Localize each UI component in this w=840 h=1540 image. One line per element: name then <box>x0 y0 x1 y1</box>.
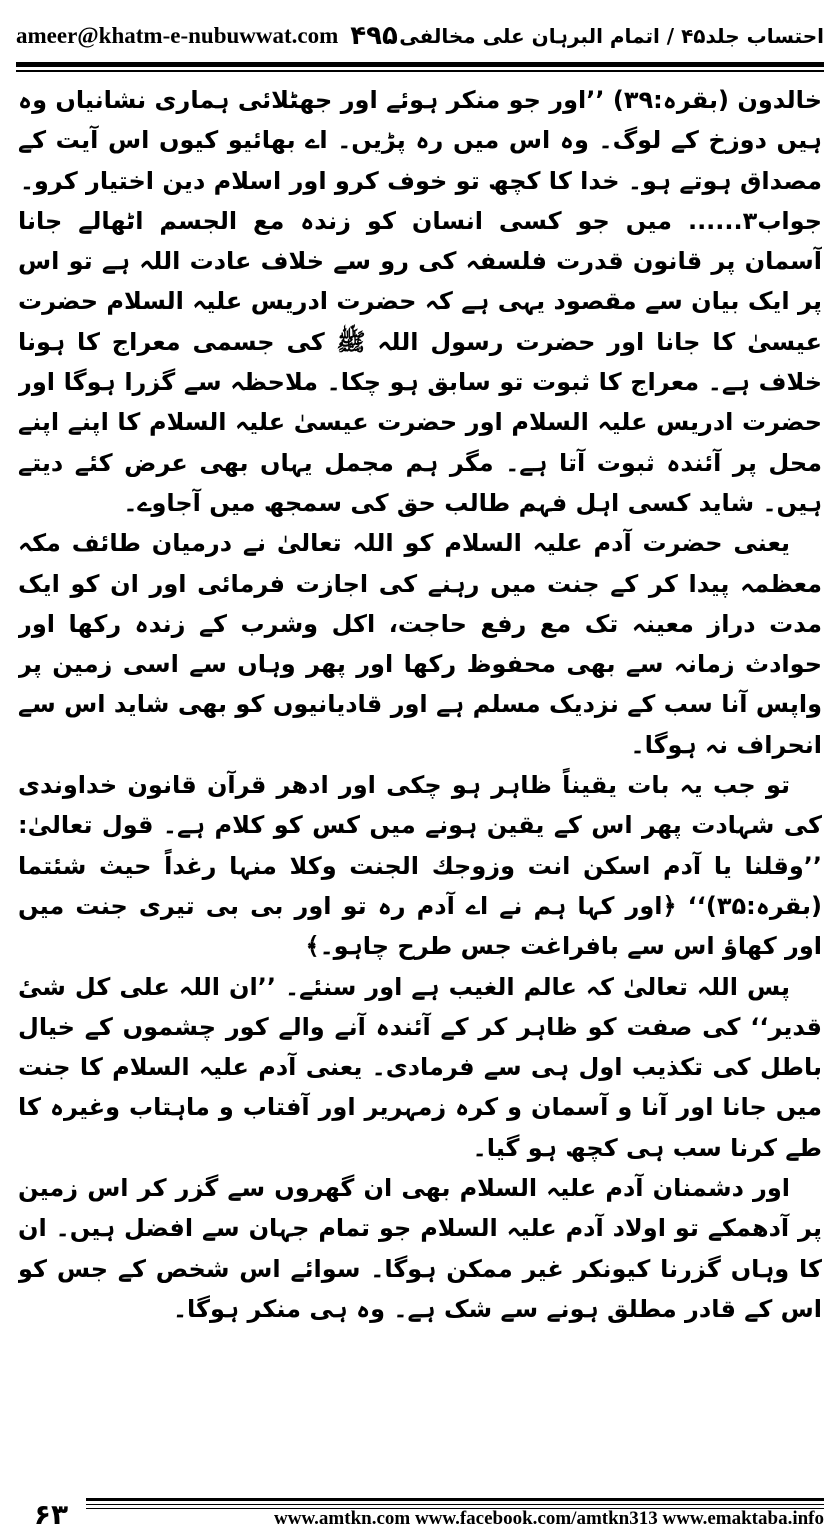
paragraph-3: یعنی حضرت آدم علیہ السلام کو اللہ تعالیٰ نے درمیان طائف مکہ معظمہ پیدا کر کے جنت میں رہنے کی اجازت فرمائی اور ان کو ایک مدت دراز معینہ تک مع رفع حاجت، اکل وشرب کے زندہ رکھا اور حوادث زمانہ سے بھی محفوظ رکھا اور پھر وہاں سے اسی زمین پر واپس آنا سب کے نزدیک مسلم ہے اور قادیانیوں کو بھی شاید اس سے انحراف نہ ہوگا۔ <box>18 529 822 759</box>
running-title: احتساب جلد۴۵ / اتمام البرہان علی مخالفی <box>399 24 824 48</box>
page-header <box>16 16 824 56</box>
footer-page-number: ۶۳ <box>33 1497 69 1531</box>
footer-website-links[interactable]: www.amtkn.com www.facebook.com/amtkn313 www.emaktaba.info <box>274 1508 824 1529</box>
paragraph-4: تو جب یہ بات یقیناً ظاہر ہو چکی اور ادھر قرآن قانون خداوندی کی شہادت پھر اس کے یقین ہونے میں کس کو کلام ہے۔ قول تعالیٰ: ’’وقلنا یا آدم اسکن انت وزوجك الجنت وکلا منہا رغداً حیث شئتما (بقرہ:۳۵)‘‘ ﴿اور کہا ہم نے اے آدم رہ تو اور بی بی تیری جنت میں اور کھاؤ اس سے بافراغت جس طرح چاہو۔﴾ <box>18 771 822 961</box>
header-email: ameer@khatm-e-nubuwwat.com <box>16 23 339 48</box>
header-left-group <box>16 21 398 51</box>
footer-rule-thick <box>86 1498 824 1501</box>
page-footer <box>16 1494 824 1534</box>
page-body <box>18 80 822 1490</box>
header-page-number: ۴۹۵ <box>350 21 398 51</box>
header-rule-thick <box>16 62 824 67</box>
footer-links-bar <box>86 1494 824 1534</box>
footer-rule-thin <box>86 1504 824 1505</box>
header-rule-thin <box>16 70 824 72</box>
paragraph-1: خالدون (بقرہ:۳۹) ’’اور جو منکر ہوئے اور جھٹلائی ہماری نشانیاں وہ ہیں دوزخ کے لوگ۔ وہ اس میں رہ پڑیں۔ اے بھائیو کیوں اس آیت کے مصداق ہوتے ہو۔ خدا کا کچھ تو خوف کرو اور اسلام دین اختیار کرو۔ <box>18 86 822 195</box>
paragraph-5: پس اللہ تعالیٰ کہ عالم الغیب ہے اور سنئے۔ ’’ان اللہ علی کل شیٔ قدیر‘‘ کی صفت کو ظاہر کر کے آئندہ آنے والے کور چشموں کے خیال باطل کی تکذیب اول ہی سے فرمادی۔ یعنی آدم علیہ السلام کا جنت میں جانا اور آنا و آسمان و کرہ زمہریر اور آفتاب و ماہتاب وغیرہ کا طے کرنا سب ہی کچھ ہو گیا۔ <box>18 972 822 1162</box>
paragraph-2: جواب۳...... میں جو کسی انسان کو زندہ مع الجسم اٹھالے جانا آسمان پر قانون قدرت فلسفہ کی رو سے خلاف عادت اللہ ہے تو اس پر ایک بیان سے مقصود یہی ہے کہ حضرت ادریس علیہ السلام حضرت عیسیٰ کا جانا اور حضرت رسول اللہ ﷺ کی جسمی معراج کا ہونا خلاف ہے۔ معراج کا ثبوت تو سابق ہو چکا۔ ملاحظہ سے گزرا ہوگا اور حضرت ادریس علیہ السلام اور حضرت عیسیٰ علیہ السلام کا اپنے اپنے محل پر آئندہ ثبوت آتا ہے۔ مگر ہم مجمل یہاں بھی عرض کئے دیتے ہیں۔ شاید کسی اہل فہم طالب حق کی سمجھ میں آجاوے۔ <box>18 206 822 517</box>
paragraph-6: اور دشمنان آدم علیہ السلام بھی ان گھروں سے گزر کر اس زمین پر آدھمکے تو اولاد آدم علیہ السلام جو تمام جہان سے افضل ہیں۔ ان کا وہاں گزرنا کیونکر غیر ممکن ہوگا۔ سوائے اس شخص کے جس کو اس کے قادر مطلق ہونے سے شک ہے۔ وہ ہی منکر ہوگا۔ <box>18 1174 822 1323</box>
